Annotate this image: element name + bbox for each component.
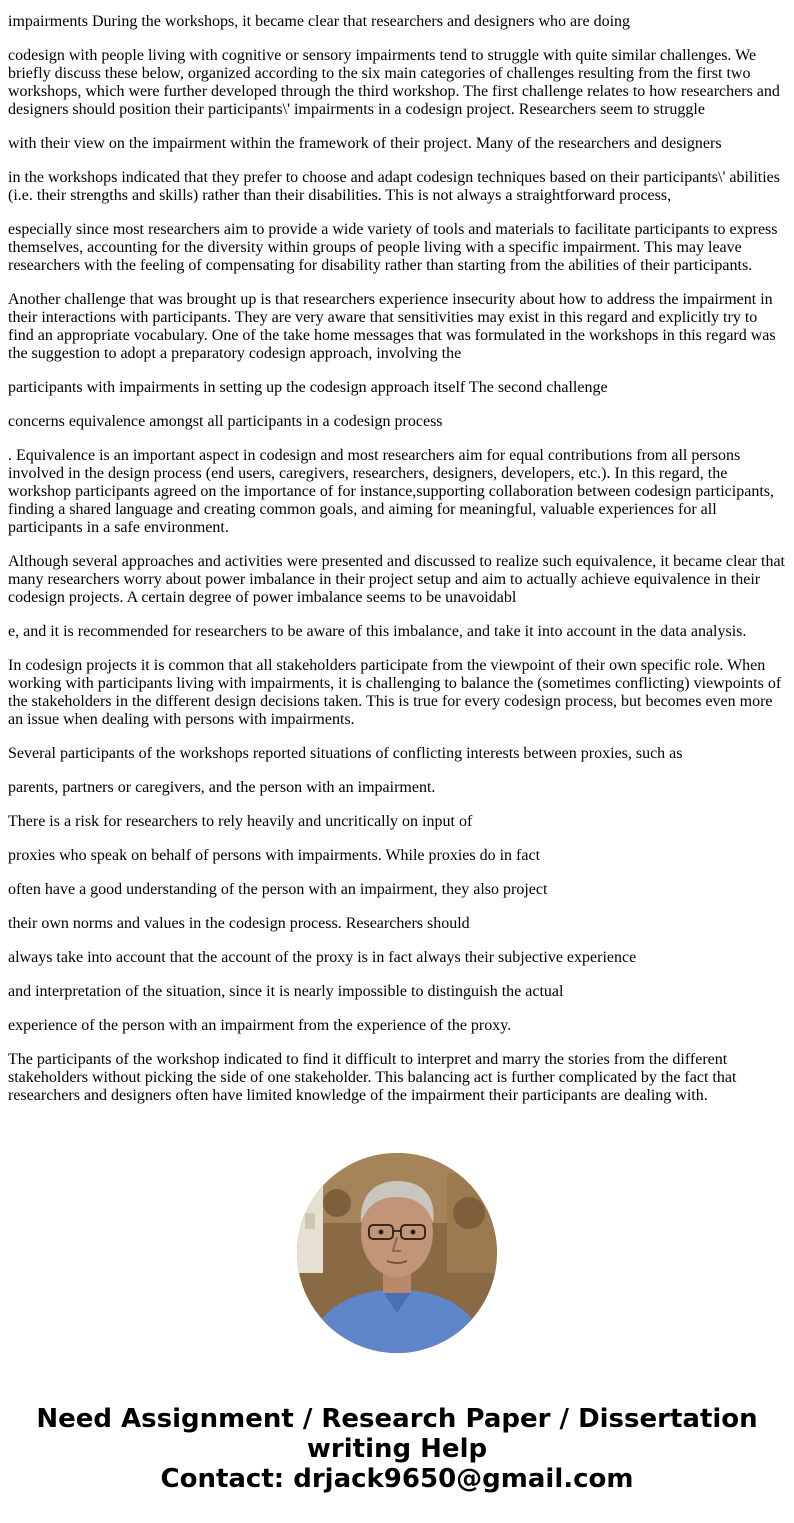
paragraph: participants with impairments in setting up the codesign approach itself The second challenge [8,379,608,396]
paragraph: always take into account that the account of the proxy is in fact always their subjective experience [8,949,637,966]
author-photo [297,1153,497,1353]
promo-contact: Contact: drjack9650@gmail.com [160,1464,634,1494]
paragraph: . Equivalence is an important aspect in codesign and most researchers aim for equal contributions from all persons involved in the design process (end users, caregivers, researchers, designers, developers, etc.). In this regard, the workshop participants agreed on the importance of for instance,supporting collaboration between codesign participants, finding a shared language and creating common goals, and aiming for meaningful, valuable experiences for all participants in a safe environment. [8,447,774,536]
paragraph: There is a risk for researchers to rely heavily and uncritically on input of [8,813,473,830]
paragraph: In codesign projects it is common that all stakeholders participate from the viewpoint of their own specific role. When working with participants living with impairments, it is challenging to balance the (sometimes conflicting) viewpoints of the stakeholders in the different design decisions taken. This is true for every codesign process, but becomes even more an issue when dealing with persons with impairments. [8,657,782,728]
paragraph: with their view on the impairment within the framework of their project. Many of the researchers and designers [8,135,722,152]
paragraph: and interpretation of the situation, since it is nearly impossible to distinguish the actual [8,983,564,1000]
promo-line: writing Help [306,1434,488,1464]
paragraph: their own norms and values in the codesign process. Researchers should [8,915,470,932]
paragraph: concerns equivalence amongst all participants in a codesign process [8,413,443,430]
paragraph: especially since most researchers aim to provide a wide variety of tools and materials to facilitate participants to express themselves, accounting for the diversity within groups of people living with a specific impairment. This may leave researchers with the feeling of compensating for disability rather than starting from the abilities of their participants. [8,221,778,274]
paragraph: parents, partners or caregivers, and the person with an impairment. [8,779,436,796]
paragraph: proxies who speak on behalf of persons with impairments. While proxies do in fact [8,847,541,864]
paragraph: experience of the person with an impairment from the experience of the proxy. [8,1017,512,1034]
promo-line: Need Assignment / Research Paper / Dissertation [36,1404,758,1434]
paragraph: Although several approaches and activities were presented and discussed to realize such equivalence, it became clear that many researchers worry about power imbalance in their project setup and aim to actually achieve equivalence in their codesign projects. A certain degree of power imbalance seems to be unavoidabl [8,553,785,606]
paragraph: Another challenge that was brought up is that researchers experience insecurity about how to address the impairment in their interactions with participants. They are very aware that sensitivities may exist in this regard and explicitly try to find an appropriate vocabulary. One of the take home messages that was formulated in the workshops in this regard was the suggestion to adopt a preparatory codesign approach, involving the [8,291,776,362]
paragraph: often have a good understanding of the person with an impairment, they also project [8,881,548,898]
paragraph: codesign with people living with cognitive or sensory impairments tend to struggle with quite similar challenges. We briefly discuss these below, organized according to the six main categories of challenges resulting from the first two workshops, which were further developed through the third workshop. The first challenge relates to how researchers and designers should position their participants\' impairments in a codesign project. Researchers seem to struggle [8,47,780,118]
person-photo-icon [297,1153,497,1353]
paragraph: e, and it is recommended for researchers to be aware of this imbalance, and take it into account in the data analysis. [8,623,747,640]
paragraph: in the workshops indicated that they prefer to choose and adapt codesign techniques based on their participants\' abilities (i.e. their strengths and skills) rather than their disabilities. This is not always a straightforward process, [8,169,780,204]
paragraph: Several participants of the workshops reported situations of conflicting interests between proxies, such as [8,745,683,762]
paragraph: impairments During the workshops, it became clear that researchers and designers who are doing [8,13,631,30]
promo-banner [0,1404,794,1494]
paragraph: The participants of the workshop indicated to find it difficult to interpret and marry the stories from the different stakeholders without picking the side of one stakeholder. This balancing act is further complicated by the fact that researchers and designers often have limited knowledge of the impairment their participants are dealing with. [8,1051,737,1104]
